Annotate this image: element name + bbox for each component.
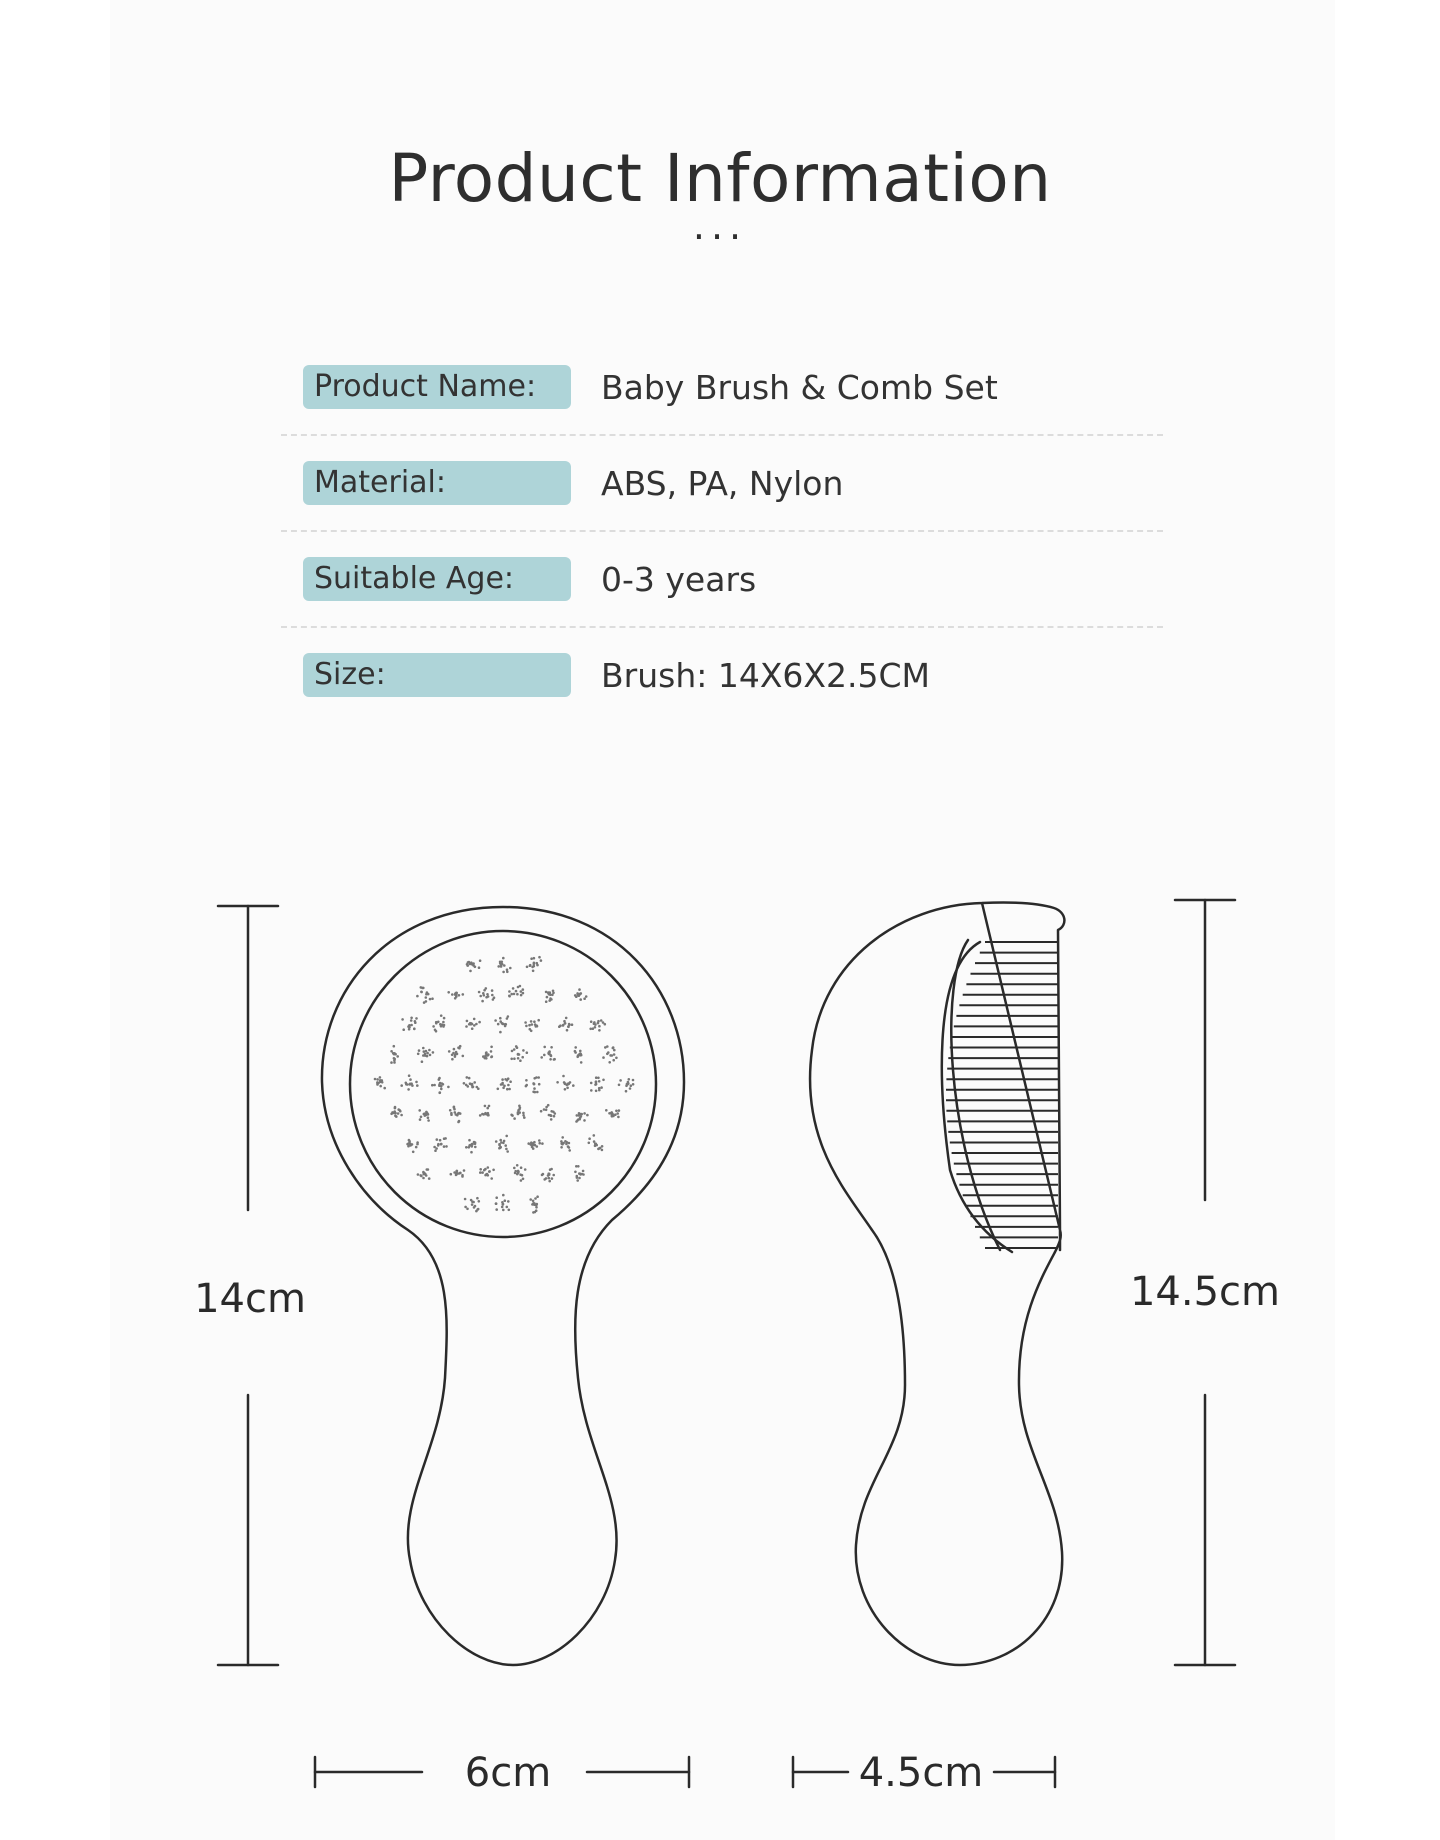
info-value: Baby Brush & Comb Set — [601, 367, 998, 407]
info-label: Product Name: — [303, 365, 571, 409]
brush-height-label: 14cm — [194, 1276, 306, 1322]
info-row-suitable-age — [281, 532, 1163, 628]
info-value: 0-3 years — [601, 559, 757, 599]
brush-width-label: 6cm — [464, 1750, 552, 1796]
info-row-size — [281, 628, 1163, 722]
page-title: Product Information — [388, 140, 1052, 217]
info-row-product-name — [281, 340, 1163, 436]
comb-width-label: 4.5cm — [858, 1750, 984, 1796]
info-label: Suitable Age: — [303, 557, 571, 601]
comb-height-label: 14.5cm — [1129, 1269, 1281, 1315]
dimension-drawing — [0, 880, 1440, 1840]
info-label: Material: — [303, 461, 571, 505]
info-value: ABS, PA, Nylon — [601, 463, 844, 503]
product-info-table — [281, 340, 1163, 722]
brush-outline-drawing — [322, 907, 684, 1665]
info-value: Brush: 14X6X2.5CM — [601, 655, 931, 695]
info-label: Size: — [303, 653, 571, 697]
title-ellipsis-decoration: ··· — [692, 215, 748, 259]
info-row-material — [281, 436, 1163, 532]
